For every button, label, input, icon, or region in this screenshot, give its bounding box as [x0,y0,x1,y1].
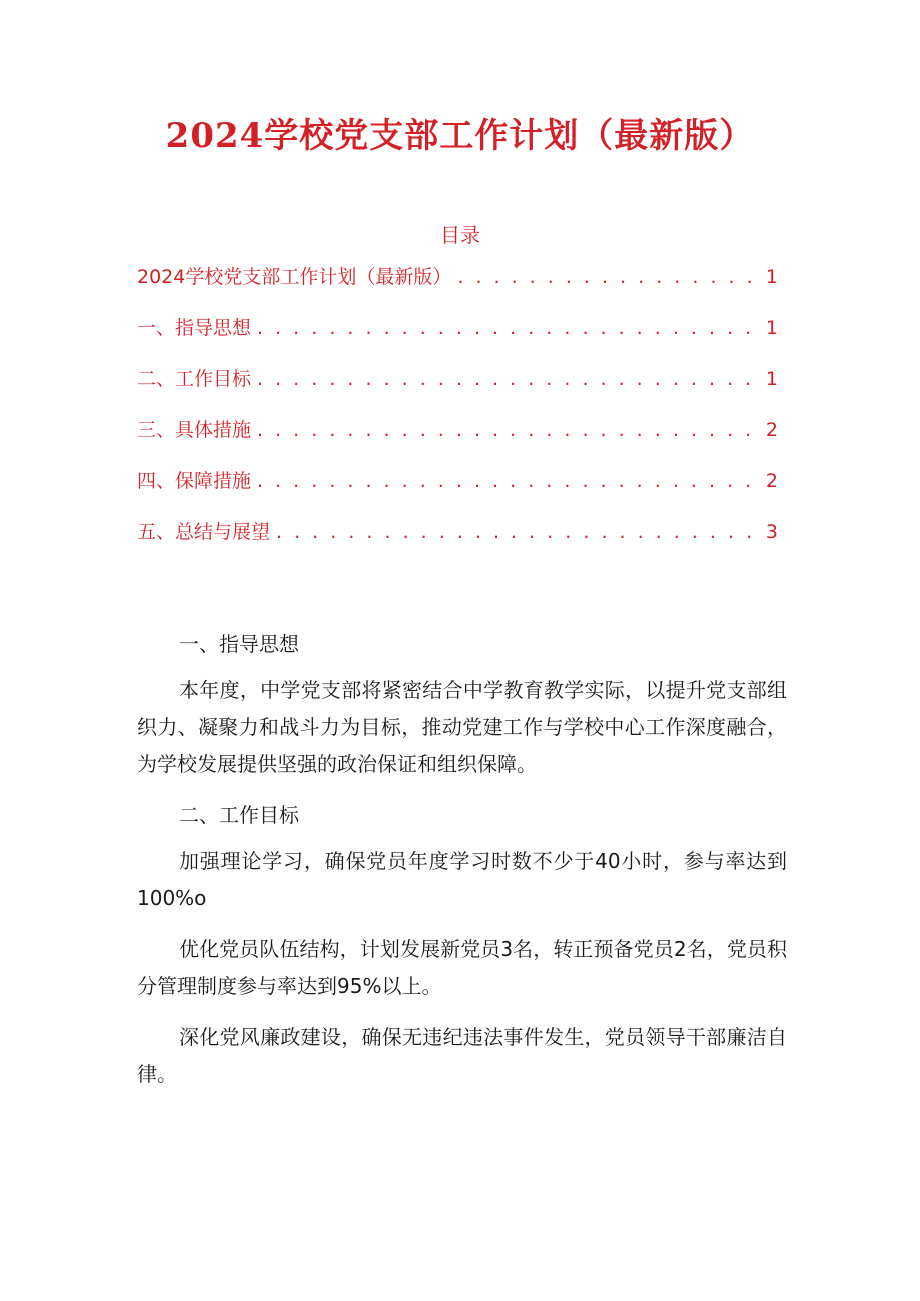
toc-entry-text: 四、保障措施 [137,470,252,492]
toc-dot-leader [276,521,762,543]
toc-entry-guiding[interactable] [137,313,778,364]
section-heading-goals: 二、工作目标 [179,803,299,827]
toc-heading: 目录 [440,223,480,247]
section-heading-guiding: 一、指导思想 [179,632,299,656]
paragraph-goal-integrity: 深化党风廉政建设，确保无违纪违法事件发生，党员领导干部廉洁自律。 [137,1025,787,1086]
document-title: 2024学校党支部工作计划（最新版） [165,116,755,156]
toc-entry-text: 五、总结与展望 [137,521,271,543]
toc-entry-text: 二、工作目标 [137,368,252,390]
toc-page-number: 1 [765,368,778,390]
toc-page-number: 2 [765,470,778,492]
toc-dot-leader [257,317,762,339]
toc-page-number: 3 [765,521,778,543]
toc-page-number: 1 [765,266,778,288]
toc-page-number: 2 [765,419,778,441]
toc-entry-measures[interactable] [137,415,778,466]
paragraph-goal-study: 加强理论学习，确保党员年度学习时数不少于40小时，参与率达到100%o [137,849,787,910]
table-of-contents [137,262,778,568]
toc-entry-text: 一、指导思想 [137,317,252,339]
toc-page-number: 1 [765,317,778,339]
toc-entry-guarantees[interactable] [137,466,778,517]
toc-entry-text: 2024学校党支部工作计划（最新版） [137,266,452,288]
toc-dot-leader [257,419,762,441]
paragraph-guiding: 本年度，中学党支部将紧密结合中学教育教学实际，以提升党支部组织力、凝聚力和战斗力为目标，推动党建工作与学校中心工作深度融合，为学校发展提供坚强的政治保证和组织保障。 [137,678,787,776]
toc-entry-summary[interactable] [137,517,778,568]
toc-entry-text: 三、具体措施 [137,419,252,441]
document-body [137,626,787,1093]
toc-entry-title[interactable] [137,262,778,313]
paragraph-goal-members: 优化党员队伍结构，计划发展新党员3名，转正预备党员2名，党员积分管理制度参与率达到95%以上。 [137,937,787,998]
toc-dot-leader [257,368,762,390]
toc-entry-goals[interactable] [137,364,778,415]
toc-dot-leader [257,470,762,492]
toc-dot-leader [457,266,762,288]
